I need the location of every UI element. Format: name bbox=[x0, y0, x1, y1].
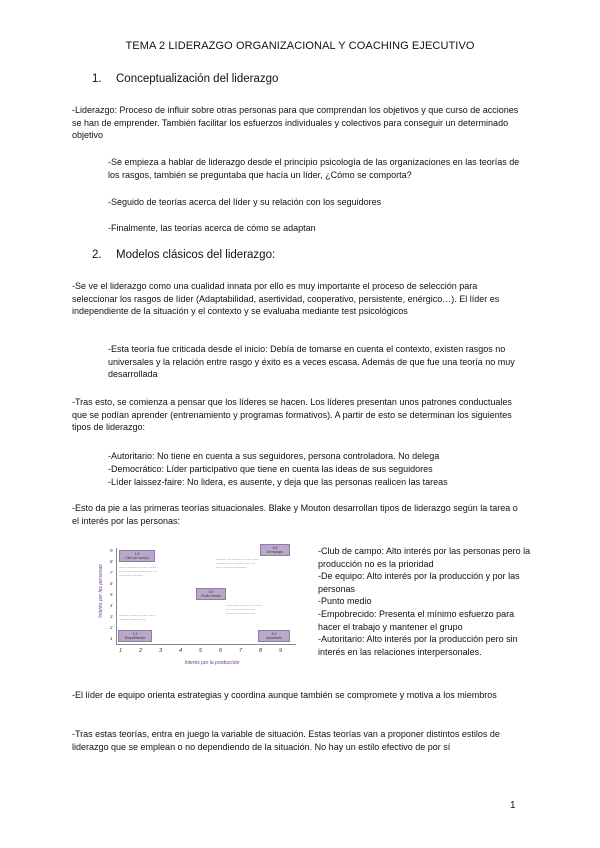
section-number: 2. bbox=[92, 249, 102, 261]
x-tick-label: 1 bbox=[119, 648, 123, 654]
x-tick-label: 2 bbox=[139, 648, 143, 654]
x-axis-label: Interés por la producción bbox=[184, 660, 240, 666]
paragraph-traits: -Se ve el liderazgo como una cualidad innata por ello es muy importante el proceso de selección para seleccionar los rasgos de líder (Adaptabilidad, asertividad, cooperativo, persistente, enérgico…). El líder es independiente de la situación y el contexto y se evaluaba mediante test psicológicos bbox=[72, 281, 500, 317]
x-tick-label: 3 bbox=[159, 648, 163, 654]
y-tick-label: 4 bbox=[110, 603, 113, 608]
page-title: TEMA 2 LIDERAZGO ORGANIZACIONAL Y COACHING EJECUTIVO bbox=[125, 40, 475, 52]
grid-box-coords: 9,9 bbox=[272, 546, 278, 550]
grid-box-name: De equipo bbox=[267, 550, 283, 554]
section-number: 1. bbox=[92, 73, 102, 85]
grid-box-coords: 5,5 bbox=[208, 590, 214, 594]
grid-description-text: ~~~~~ ~~ ~~~~~~ ~~~ ~~~ ~~~~~~ ~~ ~~~~~ ~~ ~~ ~~~ ~~~~~ ~~~~~~ bbox=[216, 558, 259, 571]
section-heading-text: Modelos clásicos del liderazgo: bbox=[116, 249, 276, 261]
x-tick-label: 6 bbox=[219, 648, 223, 654]
y-tick-label: 3 bbox=[110, 614, 113, 619]
grid-box-name: Punto medio bbox=[201, 594, 221, 598]
paragraph-bullet: -Finalmente, las teorías acerca de cómo se adaptan bbox=[108, 223, 316, 233]
list-item-type: -Democrático: Líder participativo que tiene en cuenta las ideas de sus seguidores bbox=[108, 464, 433, 474]
paragraph-situational: -Esto da pie a las primeras teorías situacionales. Blake y Mouton desarrollan tipos de liderazgo según la tarea o el interés por las personas: bbox=[72, 503, 518, 526]
grid-box-coords: 1,9 bbox=[134, 552, 140, 556]
legend-item: -De equipo: Alto interés por la producción y por las personas bbox=[318, 571, 520, 594]
grid-box-de-equipo bbox=[260, 544, 290, 556]
grid-description-text: ~~~~ ~~~~~~ ~~~ ~~~~ ~~~ ~~~~~~ ~~~~~~ ~~ ~~~~~~ ~~~~~ bbox=[119, 566, 157, 579]
grid-box-coords: 1,1 bbox=[132, 632, 138, 636]
legend-item: -Punto medio bbox=[318, 596, 372, 607]
list-item-type: -Autoritario: No tiene en cuenta a sus seguidores, persona controladora. No delega bbox=[108, 451, 440, 461]
grid-legend bbox=[318, 545, 538, 658]
paragraph-situation: -Tras estas teorías, entra en juego la variable de situación. Estas teorías van a proponer distintos estilos de liderazgo que se emplean o no dependiendo de la situación. No hay un estilo efectivo de por sí bbox=[72, 729, 500, 752]
grid-description-text: ~~~~~ ~~~~~ ~~~ ~~~ ~~~~~ ~~~~ ~~~ bbox=[119, 614, 155, 623]
grid-box-name: Club de campo bbox=[125, 556, 149, 560]
x-tick-label: 4 bbox=[179, 648, 183, 654]
grid-box-autoritario bbox=[258, 630, 290, 642]
grid-box-name: Empobrecido bbox=[124, 636, 146, 640]
section-heading-2 bbox=[92, 249, 275, 261]
grid-box-punto-medio bbox=[196, 588, 226, 600]
paragraph-definition: -Liderazgo: Proceso de influir sobre otras personas para que comprendan los objetivos y que curso de acciones se han de emprender. También facilitar los esfuerzos individuales y colectivos para conseguir un determinado objetivo bbox=[72, 105, 519, 141]
y-tick-label: 1 bbox=[110, 636, 113, 641]
y-tick-label: 8 bbox=[110, 559, 113, 564]
section-heading-text: Conceptualización del liderazgo bbox=[116, 73, 279, 85]
grid-box-club-de-campo bbox=[119, 550, 155, 562]
managerial-grid-chart bbox=[92, 544, 304, 664]
y-axis-label: Interés por las personas bbox=[98, 564, 104, 618]
list-item-type: -Líder laissez-faire: No lidera, es ausente, y deja que las personas realicen las tareas bbox=[108, 477, 448, 487]
y-tick-label: 7 bbox=[110, 570, 113, 575]
x-tick-label: 5 bbox=[199, 648, 203, 654]
paragraph-criticism: -Esta teoría fue criticada desde el inicio: Debía de tomarse en cuenta el contexto, existen rasgos no universales y la relación entre rasgo y éxito es a veces escasa. Además de que fue una teoría no muy desarrollada bbox=[108, 344, 515, 380]
paragraph-bullet: -Seguido de teorías acerca del líder y su relación con los seguidores bbox=[108, 197, 382, 207]
paragraph-behavioral: -Tras esto, se comienza a pensar que los líderes se hacen. Los líderes presentan unos patrones conductuales que se podían aprender (entrenamiento y programas formativos). A partir de esto se determinan los siguientes tipos de liderazgo: bbox=[72, 397, 512, 433]
legend-item: -Empobrecido: Presenta el mínimo esfuerzo para hacer el trabajo y mantener el grupo bbox=[318, 608, 515, 632]
grid-box-name: Autoritario bbox=[266, 636, 282, 640]
page-number: 1 bbox=[510, 800, 516, 811]
y-axis-line bbox=[116, 548, 117, 644]
grid-box-empobrecido bbox=[118, 630, 152, 642]
paragraph-team-leader: -El líder de equipo orienta estrategias y coordina aunque también se compromete y motiva a los miembros bbox=[72, 690, 497, 700]
x-tick-label: 7 bbox=[239, 648, 243, 654]
grid-description-text: ~~~ ~~~~ ~~~ ~~ ~~~~ ~~ ~~~~~ ~~~~ ~~ ~~~~~ ~~~~~~ ~~ bbox=[226, 604, 263, 617]
x-tick-label: 8 bbox=[259, 648, 263, 654]
legend-item: -Club de campo: Alto interés por las personas pero la producción no es la prioridad bbox=[318, 546, 531, 569]
section-heading-1 bbox=[92, 73, 278, 85]
x-tick-label: 9 bbox=[279, 648, 283, 654]
x-axis-line bbox=[116, 644, 296, 645]
paragraph-bullet: -Se empieza a hablar de liderazgo desde el principio psicología de las organizaciones en las teorías de los rasgos, también se preguntaba que hacía un líder, ¿Cómo se comporta? bbox=[108, 157, 520, 180]
y-tick-label: 5 bbox=[110, 592, 113, 597]
legend-item: -Autoritario: Alto interés por la producción pero sin interés en las relaciones interpersonales. bbox=[318, 634, 518, 657]
y-tick-label: 2 bbox=[110, 625, 113, 630]
y-tick-label: 9 bbox=[110, 548, 113, 553]
grid-box-coords: 9,1 bbox=[271, 632, 277, 636]
y-tick-label: 6 bbox=[110, 581, 113, 586]
